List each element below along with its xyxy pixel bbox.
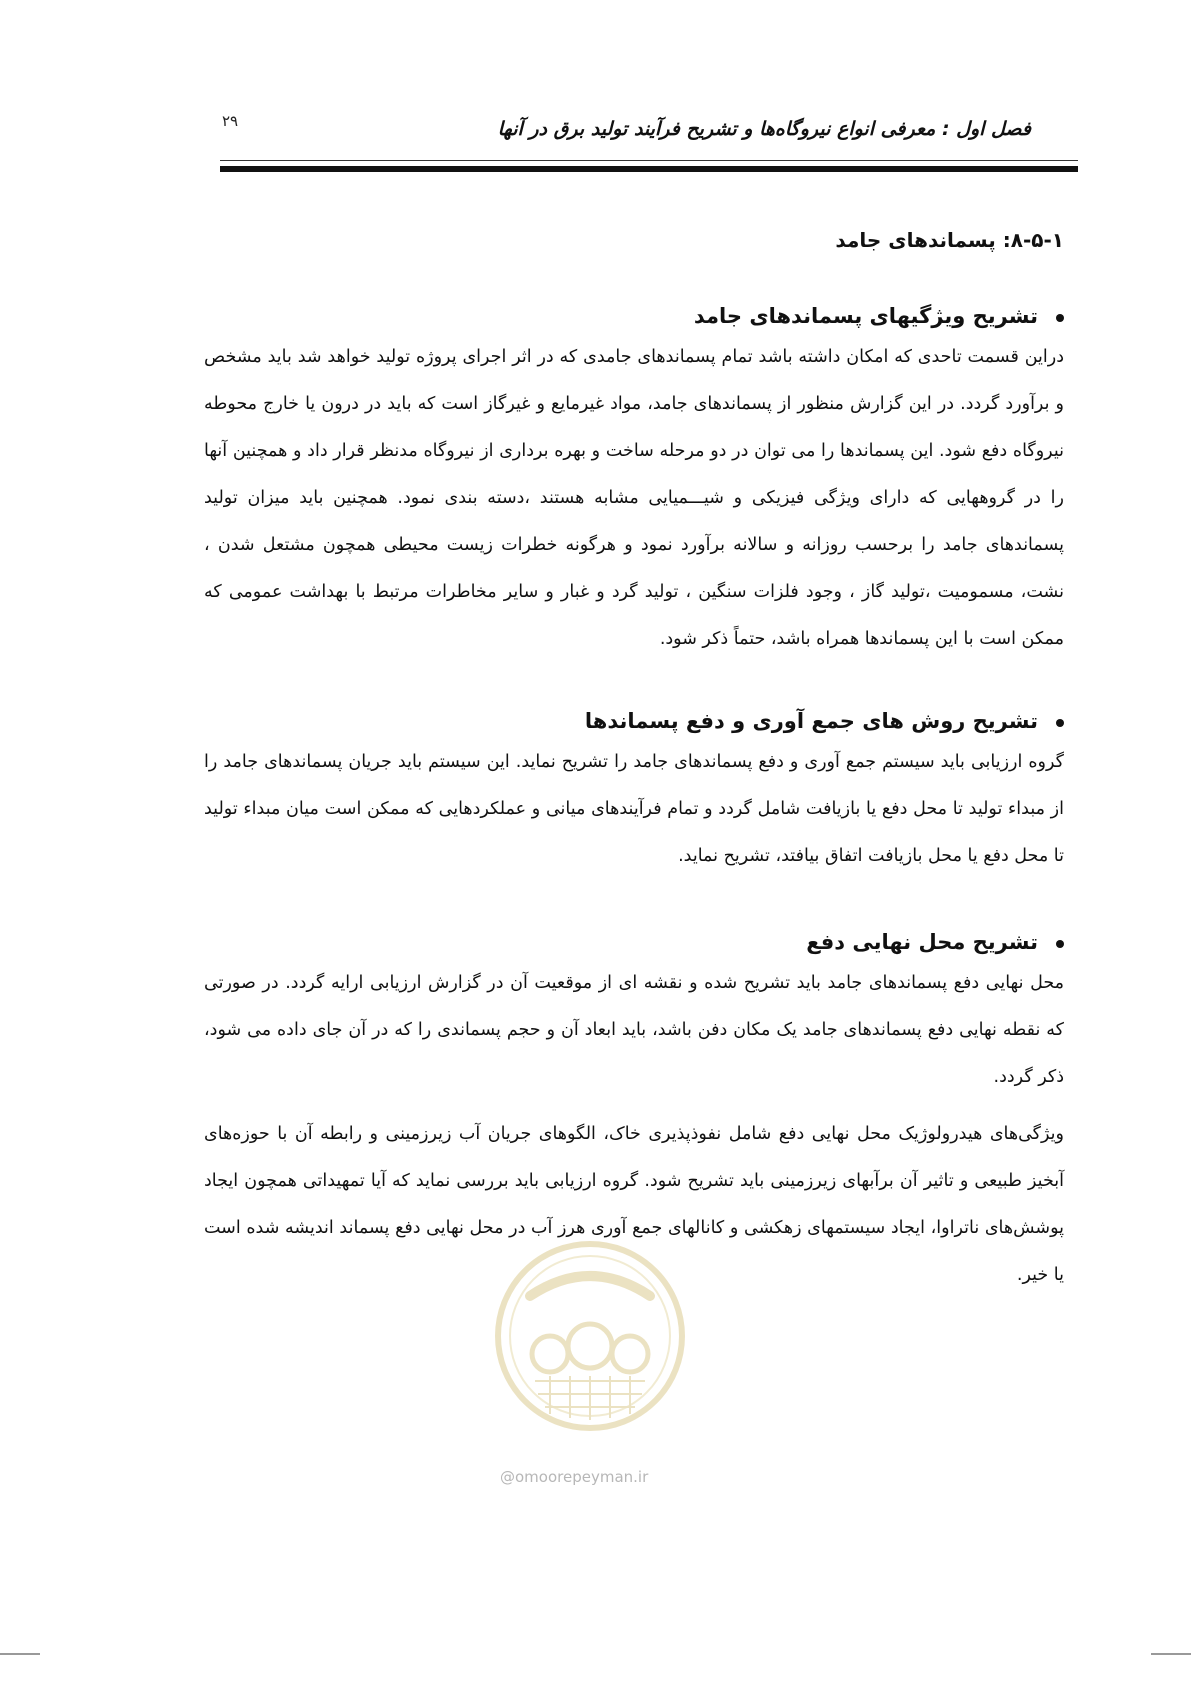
paragraph: گروه ارزیابی باید سیستم جمع آوری و دفع پسماندهای جامد را تشریح نماید. این سیستم باید جریان پسماندهای جامد را از مبداء تولید تا محل دفع یا بازیافت شامل گردد و تمام فرآیندهای میانی و عملکردهایی که ممکن است میان مبداء تولید تا محل دفع یا محل بازیافت اتفاق بیافتد، تشریح نماید. bbox=[204, 752, 1064, 866]
bullet-heading-text: تشریح ویژگیهای پسماندهای جامد bbox=[693, 304, 1038, 328]
header-rule-thick bbox=[220, 166, 1078, 172]
corner-mark-right bbox=[1151, 1653, 1191, 1655]
bullet-heading bbox=[204, 304, 1064, 328]
bullet-heading-text: تشریح روش های جمع آوری و دفع پسماندها bbox=[584, 709, 1038, 733]
bullet-icon bbox=[1056, 940, 1064, 948]
paragraph: محل نهایی دفع پسماندهای جامد باید تشریح شده و نقشه ای از موقعیت آن در گزارش ارزیابی ارایه گردد. در صورتی که نقطه نهایی دفع پسماندهای جامد یک مکان دفن باشد، باید ابعاد آن و حجم پسماندی را که در آن جای داده می شود، ذکر گردد. bbox=[204, 973, 1064, 1087]
bullet-icon bbox=[1056, 314, 1064, 322]
paragraph: دراین قسمت تاحدی که امکان داشته باشد تمام پسماندهای جامدی که در اثر اجرای پروژه تولید خواهد شد باید مشخص و برآورد گردد. در این گزارش منظور از پسماندهای جامد، مواد غیرمایع و غیرگاز است که باید در درون یا خارج محوطه نیروگاه دفع شود. این پسماندها را می توان در دو مرحله ساخت و بهره برداری از نیروگاه مدنظر قرار داد و همچنین آنها را در گروههایی که دارای ویژگی فیزیکی و شیـــمیایی مشابه هستند ،دسته بندی نمود. همچنین باید میزان تولید پسماندهای جامد را برحسب روزانه و سالانه برآورد نمود و هرگونه خطرات زیست محیطی همچون مشتعل شدن ، نشت، مسمومیت ،تولید گاز ، وجود فلزات سنگین ، تولید گرد و غبار و سایر مخاطرات مرتبط با بهداشت عمومی که ممکن است با این پسماندها همراه باشد، حتماً ذکر شود. bbox=[204, 347, 1064, 649]
watermark-url: @omoorepeyman.ir bbox=[500, 1468, 649, 1486]
paragraph: ویژگی‌های هیدرولوژیک محل نهایی دفع شامل نفوذپذیری خاک، الگوهای جریان آب زیرزمینی و رابطه آن با حوزه‌های آبخیز طبیعی و تاثیر آن برآبهای زیرزمینی باید تشریح شود. گروه ارزیابی باید بررسی نماید که آیا تمهیداتی همچون ایجاد پوشش‌های ناتراوا، ایجاد سیستمهای زهکشی و کانالهای جمع آوری هرز آب در محل نهایی دفع پسماند اندیشه شده است یا خیر. bbox=[204, 1124, 1064, 1285]
bullet-heading-text: تشریح محل نهایی دفع bbox=[806, 930, 1038, 954]
running-header: فصل اول : معرفی انواع نیروگاه‌ها و تشریح فرآیند تولید برق در آنها bbox=[497, 118, 1031, 140]
page-number: ۲۹ bbox=[222, 112, 239, 130]
corner-mark-left bbox=[0, 1653, 40, 1655]
bullet-heading bbox=[204, 709, 1064, 733]
section-title: ۸-۵-۱: پسماندهای جامد bbox=[835, 228, 1064, 252]
bullet-icon bbox=[1056, 719, 1064, 727]
watermark-seal-icon bbox=[490, 1236, 690, 1436]
bullet-heading bbox=[204, 930, 1064, 954]
document-body bbox=[204, 228, 1064, 1299]
header-rule-thin bbox=[220, 160, 1078, 161]
